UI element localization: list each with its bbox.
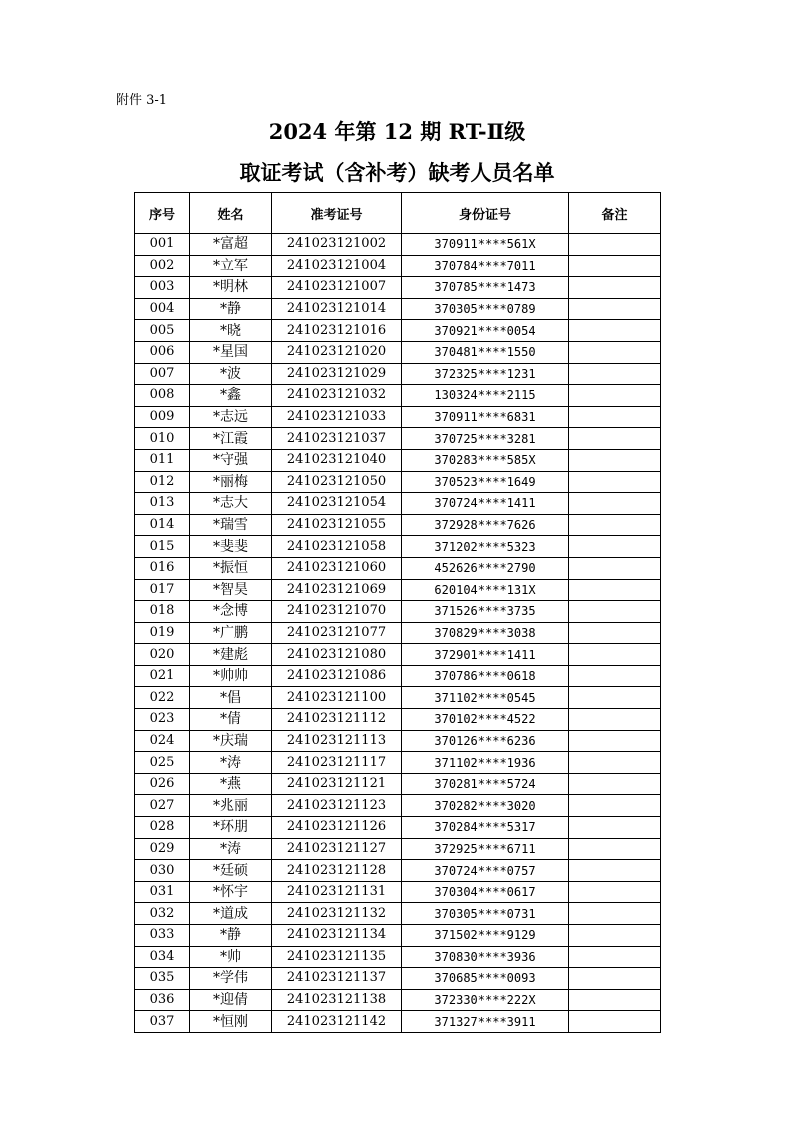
cell-id-number: 371102****1936 bbox=[402, 752, 569, 774]
cell-id-number: 370284****5317 bbox=[402, 817, 569, 839]
cell-exam-number: 241023121126 bbox=[272, 817, 402, 839]
table-row bbox=[135, 968, 661, 990]
cell-id-number: 370725****3281 bbox=[402, 428, 569, 450]
cell-name: *涛 bbox=[190, 752, 272, 774]
cell-name: *静 bbox=[190, 298, 272, 320]
table-row bbox=[135, 385, 661, 407]
table-row bbox=[135, 687, 661, 709]
cell-remarks bbox=[569, 514, 661, 536]
cell-remarks bbox=[569, 341, 661, 363]
cell-id-number: 372330****222X bbox=[402, 989, 569, 1011]
cell-name: *振恒 bbox=[190, 557, 272, 579]
cell-serial: 024 bbox=[135, 730, 190, 752]
cell-name: *守强 bbox=[190, 449, 272, 471]
table-row bbox=[135, 298, 661, 320]
cell-exam-number: 241023121134 bbox=[272, 925, 402, 947]
table-row bbox=[135, 925, 661, 947]
cell-id-number: 370283****585X bbox=[402, 449, 569, 471]
table-row bbox=[135, 709, 661, 731]
cell-remarks bbox=[569, 687, 661, 709]
cell-id-number: 370786****0618 bbox=[402, 665, 569, 687]
cell-id-number: 370126****6236 bbox=[402, 730, 569, 752]
table-row bbox=[135, 341, 661, 363]
cell-name: *帅 bbox=[190, 946, 272, 968]
cell-id-number: 370282****3020 bbox=[402, 795, 569, 817]
cell-name: *建彪 bbox=[190, 644, 272, 666]
cell-name: *瑞雪 bbox=[190, 514, 272, 536]
cell-exam-number: 241023121086 bbox=[272, 665, 402, 687]
cell-id-number: 371102****0545 bbox=[402, 687, 569, 709]
cell-id-number: 130324****2115 bbox=[402, 385, 569, 407]
cell-serial: 002 bbox=[135, 255, 190, 277]
cell-serial: 019 bbox=[135, 622, 190, 644]
cell-remarks bbox=[569, 579, 661, 601]
cell-name: *廷硕 bbox=[190, 860, 272, 882]
header-remarks: 备注 bbox=[569, 193, 661, 234]
cell-remarks bbox=[569, 493, 661, 515]
cell-id-number: 370724****1411 bbox=[402, 493, 569, 515]
cell-serial: 027 bbox=[135, 795, 190, 817]
cell-id-number: 370830****3936 bbox=[402, 946, 569, 968]
cell-serial: 012 bbox=[135, 471, 190, 493]
cell-exam-number: 241023121069 bbox=[272, 579, 402, 601]
cell-serial: 032 bbox=[135, 903, 190, 925]
cell-exam-number: 241023121029 bbox=[272, 363, 402, 385]
table-row bbox=[135, 601, 661, 623]
cell-serial: 030 bbox=[135, 860, 190, 882]
cell-exam-number: 241023121123 bbox=[272, 795, 402, 817]
cell-exam-number: 241023121137 bbox=[272, 968, 402, 990]
table-row bbox=[135, 752, 661, 774]
cell-serial: 035 bbox=[135, 968, 190, 990]
table-row bbox=[135, 363, 661, 385]
cell-exam-number: 241023121138 bbox=[272, 989, 402, 1011]
cell-exam-number: 241023121070 bbox=[272, 601, 402, 623]
cell-remarks bbox=[569, 989, 661, 1011]
cell-remarks bbox=[569, 838, 661, 860]
cell-name: *环朋 bbox=[190, 817, 272, 839]
cell-exam-number: 241023121016 bbox=[272, 320, 402, 342]
cell-exam-number: 241023121135 bbox=[272, 946, 402, 968]
cell-remarks bbox=[569, 1011, 661, 1033]
cell-serial: 033 bbox=[135, 925, 190, 947]
cell-name: *丽梅 bbox=[190, 471, 272, 493]
table-row bbox=[135, 557, 661, 579]
cell-remarks bbox=[569, 234, 661, 256]
cell-name: *庆瑞 bbox=[190, 730, 272, 752]
table-row bbox=[135, 903, 661, 925]
cell-exam-number: 241023121007 bbox=[272, 277, 402, 299]
absentee-table bbox=[134, 192, 661, 1033]
cell-serial: 016 bbox=[135, 557, 190, 579]
cell-name: *帅帅 bbox=[190, 665, 272, 687]
cell-exam-number: 241023121117 bbox=[272, 752, 402, 774]
table-row bbox=[135, 579, 661, 601]
cell-serial: 003 bbox=[135, 277, 190, 299]
cell-remarks bbox=[569, 946, 661, 968]
cell-exam-number: 241023121014 bbox=[272, 298, 402, 320]
cell-exam-number: 241023121058 bbox=[272, 536, 402, 558]
cell-name: *燕 bbox=[190, 773, 272, 795]
table-row bbox=[135, 428, 661, 450]
cell-name: *学伟 bbox=[190, 968, 272, 990]
cell-id-number: 370911****561X bbox=[402, 234, 569, 256]
cell-name: *立军 bbox=[190, 255, 272, 277]
table-row bbox=[135, 795, 661, 817]
cell-name: *静 bbox=[190, 925, 272, 947]
table-row bbox=[135, 493, 661, 515]
cell-remarks bbox=[569, 773, 661, 795]
cell-exam-number: 241023121121 bbox=[272, 773, 402, 795]
cell-id-number: 370685****0093 bbox=[402, 968, 569, 990]
cell-name: *道成 bbox=[190, 903, 272, 925]
cell-id-number: 372901****1411 bbox=[402, 644, 569, 666]
cell-remarks bbox=[569, 622, 661, 644]
table-row bbox=[135, 320, 661, 342]
header-name: 姓名 bbox=[190, 193, 272, 234]
cell-name: *倡 bbox=[190, 687, 272, 709]
cell-remarks bbox=[569, 449, 661, 471]
cell-id-number: 370523****1649 bbox=[402, 471, 569, 493]
cell-exam-number: 241023121002 bbox=[272, 234, 402, 256]
table-row bbox=[135, 644, 661, 666]
cell-name: *涛 bbox=[190, 838, 272, 860]
cell-id-number: 372928****7626 bbox=[402, 514, 569, 536]
cell-serial: 036 bbox=[135, 989, 190, 1011]
cell-exam-number: 241023121033 bbox=[272, 406, 402, 428]
cell-remarks bbox=[569, 471, 661, 493]
cell-serial: 013 bbox=[135, 493, 190, 515]
cell-exam-number: 241023121040 bbox=[272, 449, 402, 471]
table-row bbox=[135, 730, 661, 752]
attachment-label: 附件 3-1 bbox=[116, 93, 168, 108]
cell-id-number: 370481****1550 bbox=[402, 341, 569, 363]
cell-id-number: 370304****0617 bbox=[402, 881, 569, 903]
table-row bbox=[135, 881, 661, 903]
cell-remarks bbox=[569, 968, 661, 990]
cell-id-number: 370829****3038 bbox=[402, 622, 569, 644]
cell-remarks bbox=[569, 385, 661, 407]
cell-remarks bbox=[569, 277, 661, 299]
table-body bbox=[135, 234, 661, 1033]
cell-remarks bbox=[569, 406, 661, 428]
cell-serial: 005 bbox=[135, 320, 190, 342]
cell-remarks bbox=[569, 536, 661, 558]
cell-id-number: 370911****6831 bbox=[402, 406, 569, 428]
cell-serial: 021 bbox=[135, 665, 190, 687]
cell-name: *志大 bbox=[190, 493, 272, 515]
cell-id-number: 370921****0054 bbox=[402, 320, 569, 342]
cell-name: *鑫 bbox=[190, 385, 272, 407]
cell-exam-number: 241023121128 bbox=[272, 860, 402, 882]
table-row bbox=[135, 514, 661, 536]
header-id-number: 身份证号 bbox=[402, 193, 569, 234]
cell-id-number: 372325****1231 bbox=[402, 363, 569, 385]
table-row bbox=[135, 622, 661, 644]
cell-remarks bbox=[569, 795, 661, 817]
cell-remarks bbox=[569, 817, 661, 839]
cell-exam-number: 241023121032 bbox=[272, 385, 402, 407]
header-exam-number: 准考证号 bbox=[272, 193, 402, 234]
cell-serial: 011 bbox=[135, 449, 190, 471]
cell-exam-number: 241023121127 bbox=[272, 838, 402, 860]
table-row bbox=[135, 277, 661, 299]
cell-name: *广鹏 bbox=[190, 622, 272, 644]
cell-id-number: 372925****6711 bbox=[402, 838, 569, 860]
cell-remarks bbox=[569, 665, 661, 687]
cell-exam-number: 241023121054 bbox=[272, 493, 402, 515]
table-row bbox=[135, 665, 661, 687]
header-serial: 序号 bbox=[135, 193, 190, 234]
cell-exam-number: 241023121020 bbox=[272, 341, 402, 363]
cell-name: *怀宇 bbox=[190, 881, 272, 903]
cell-id-number: 371502****9129 bbox=[402, 925, 569, 947]
cell-exam-number: 241023121060 bbox=[272, 557, 402, 579]
cell-exam-number: 241023121077 bbox=[272, 622, 402, 644]
table-row bbox=[135, 536, 661, 558]
cell-remarks bbox=[569, 557, 661, 579]
cell-serial: 001 bbox=[135, 234, 190, 256]
cell-serial: 037 bbox=[135, 1011, 190, 1033]
cell-remarks bbox=[569, 903, 661, 925]
cell-exam-number: 241023121080 bbox=[272, 644, 402, 666]
cell-id-number: 620104****131X bbox=[402, 579, 569, 601]
cell-serial: 014 bbox=[135, 514, 190, 536]
table-row bbox=[135, 946, 661, 968]
table-row bbox=[135, 449, 661, 471]
table-row bbox=[135, 817, 661, 839]
cell-exam-number: 241023121037 bbox=[272, 428, 402, 450]
cell-remarks bbox=[569, 601, 661, 623]
cell-name: *念博 bbox=[190, 601, 272, 623]
cell-exam-number: 241023121055 bbox=[272, 514, 402, 536]
cell-serial: 023 bbox=[135, 709, 190, 731]
cell-name: *迎倩 bbox=[190, 989, 272, 1011]
table-row bbox=[135, 255, 661, 277]
cell-serial: 010 bbox=[135, 428, 190, 450]
cell-remarks bbox=[569, 428, 661, 450]
cell-id-number: 371327****3911 bbox=[402, 1011, 569, 1033]
cell-serial: 029 bbox=[135, 838, 190, 860]
table-row bbox=[135, 1011, 661, 1033]
cell-exam-number: 241023121113 bbox=[272, 730, 402, 752]
cell-remarks bbox=[569, 255, 661, 277]
cell-name: *兆丽 bbox=[190, 795, 272, 817]
cell-exam-number: 241023121131 bbox=[272, 881, 402, 903]
table-row bbox=[135, 773, 661, 795]
cell-serial: 026 bbox=[135, 773, 190, 795]
cell-serial: 006 bbox=[135, 341, 190, 363]
cell-exam-number: 241023121132 bbox=[272, 903, 402, 925]
cell-exam-number: 241023121050 bbox=[272, 471, 402, 493]
document-subtitle: 取证考试（含补考）缺考人员名单 bbox=[239, 160, 555, 185]
cell-serial: 025 bbox=[135, 752, 190, 774]
cell-remarks bbox=[569, 752, 661, 774]
cell-remarks bbox=[569, 881, 661, 903]
cell-name: *恒刚 bbox=[190, 1011, 272, 1033]
cell-serial: 008 bbox=[135, 385, 190, 407]
cell-remarks bbox=[569, 298, 661, 320]
cell-name: *明林 bbox=[190, 277, 272, 299]
cell-id-number: 370785****1473 bbox=[402, 277, 569, 299]
cell-serial: 020 bbox=[135, 644, 190, 666]
cell-name: *倩 bbox=[190, 709, 272, 731]
cell-serial: 034 bbox=[135, 946, 190, 968]
cell-exam-number: 241023121142 bbox=[272, 1011, 402, 1033]
cell-name: *江霞 bbox=[190, 428, 272, 450]
cell-name: *斐斐 bbox=[190, 536, 272, 558]
cell-remarks bbox=[569, 925, 661, 947]
cell-name: *智昊 bbox=[190, 579, 272, 601]
cell-serial: 004 bbox=[135, 298, 190, 320]
cell-remarks bbox=[569, 320, 661, 342]
cell-id-number: 371202****5323 bbox=[402, 536, 569, 558]
cell-serial: 009 bbox=[135, 406, 190, 428]
cell-exam-number: 241023121100 bbox=[272, 687, 402, 709]
table-header-row bbox=[135, 193, 661, 234]
table-row bbox=[135, 234, 661, 256]
cell-id-number: 452626****2790 bbox=[402, 557, 569, 579]
cell-remarks bbox=[569, 709, 661, 731]
cell-name: *志远 bbox=[190, 406, 272, 428]
cell-name: *波 bbox=[190, 363, 272, 385]
cell-id-number: 370784****7011 bbox=[402, 255, 569, 277]
table-row bbox=[135, 989, 661, 1011]
cell-name: *富超 bbox=[190, 234, 272, 256]
table-row bbox=[135, 471, 661, 493]
table-row bbox=[135, 406, 661, 428]
cell-name: *晓 bbox=[190, 320, 272, 342]
cell-id-number: 371526****3735 bbox=[402, 601, 569, 623]
cell-serial: 015 bbox=[135, 536, 190, 558]
cell-remarks bbox=[569, 730, 661, 752]
document-title: 2024 年第 12 期 RT-Ⅱ级 bbox=[268, 119, 526, 144]
cell-exam-number: 241023121112 bbox=[272, 709, 402, 731]
cell-name: *星国 bbox=[190, 341, 272, 363]
cell-serial: 017 bbox=[135, 579, 190, 601]
cell-serial: 022 bbox=[135, 687, 190, 709]
cell-serial: 007 bbox=[135, 363, 190, 385]
cell-exam-number: 241023121004 bbox=[272, 255, 402, 277]
cell-remarks bbox=[569, 644, 661, 666]
cell-remarks bbox=[569, 860, 661, 882]
cell-id-number: 370305****0789 bbox=[402, 298, 569, 320]
cell-id-number: 370305****0731 bbox=[402, 903, 569, 925]
cell-serial: 028 bbox=[135, 817, 190, 839]
cell-id-number: 370281****5724 bbox=[402, 773, 569, 795]
cell-id-number: 370724****0757 bbox=[402, 860, 569, 882]
cell-serial: 018 bbox=[135, 601, 190, 623]
cell-remarks bbox=[569, 363, 661, 385]
table-row bbox=[135, 860, 661, 882]
cell-id-number: 370102****4522 bbox=[402, 709, 569, 731]
table-row bbox=[135, 838, 661, 860]
cell-serial: 031 bbox=[135, 881, 190, 903]
